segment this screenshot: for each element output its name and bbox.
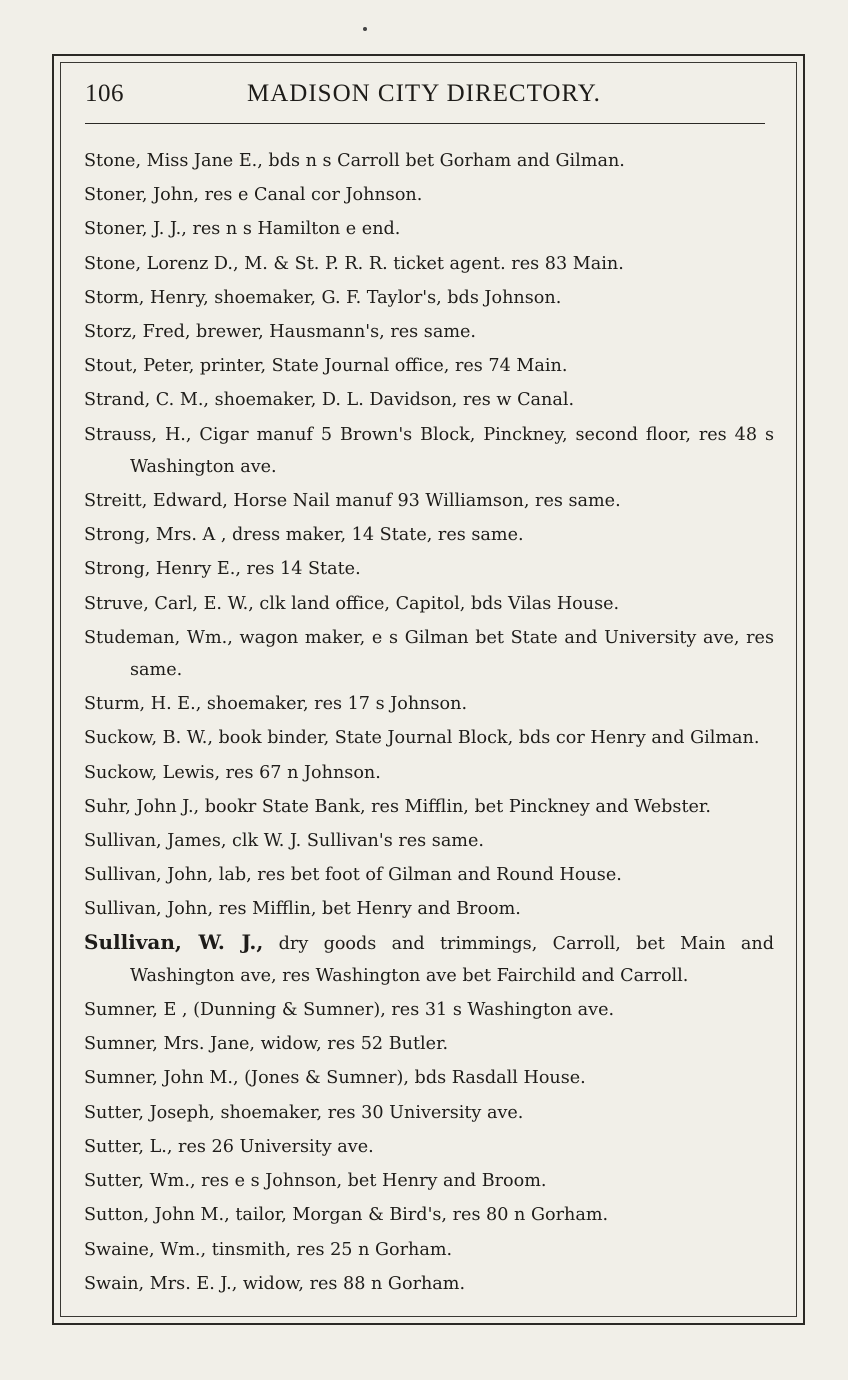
page-number: 106 [85, 80, 124, 107]
entry-text: Sullivan, John, res Mifflin, bet Henry and Broom. [84, 899, 521, 920]
directory-entry [84, 755, 774, 789]
entry-text: Stone, Lorenz D., M. & St. P. R. R. ticket agent. res 83 Main. [84, 253, 624, 274]
entry-text: Strong, Henry E., res 14 State. [84, 559, 361, 580]
directory-entry-featured [84, 926, 774, 992]
directory-entry [84, 348, 774, 382]
entry-text: Stoner, John, res e Canal cor Johnson. [84, 185, 423, 206]
entry-text: Strong, Mrs. A , dress maker, 14 State, res same. [84, 525, 524, 546]
entry-text: Swain, Mrs. E. J., widow, res 88 n Gorham. [84, 1273, 466, 1294]
entry-text: Sullivan, John, lab, res bet foot of Gilman and Round House. [84, 865, 622, 886]
directory-entry [84, 620, 774, 686]
entry-text: Swaine, Wm., tinsmith, res 25 n Gorham. [84, 1239, 453, 1260]
directory-entry [84, 789, 774, 823]
directory-entry [84, 891, 774, 925]
entry-text: Sutton, John M., tailor, Morgan & Bird's, res 80 n Gorham. [84, 1205, 609, 1226]
directory-entry [84, 1060, 774, 1094]
directory-entry [84, 857, 774, 891]
directory-entry [84, 382, 774, 416]
directory-entry [84, 211, 774, 245]
entry-text: Storz, Fred, brewer, Hausmann's, res same. [84, 322, 477, 343]
directory-entry [84, 992, 774, 1026]
entry-text: Studeman, Wm., wagon maker, e s Gilman bet State and University ave, res same. [84, 627, 774, 681]
entry-text: Strauss, H., Cigar manuf 5 Brown's Block, Pinckney, second floor, res 48 s Washington ave. [84, 424, 774, 477]
directory-entry [84, 280, 774, 314]
entry-text: Streitt, Edward, Horse Nail manuf 93 Williamson, res same. [84, 491, 621, 512]
directory-entry [84, 823, 774, 857]
directory-entry [84, 551, 774, 585]
entry-text: Suhr, John J., bookr State Bank, res Mifflin, bet Pinckney and Webster. [84, 796, 711, 817]
directory-entry [84, 1232, 774, 1266]
entry-text: Sutter, Joseph, shoemaker, res 30 University ave. [84, 1102, 524, 1123]
directory-entry [84, 517, 774, 551]
entry-text: Stone, Miss Jane E., bds n s Carroll bet Gorham and Gilman. [84, 151, 625, 171]
directory-entries [84, 143, 774, 1300]
directory-entry [84, 1129, 774, 1163]
entry-text: Sumner, E , (Dunning & Sumner), res 31 s Washington ave. [84, 1000, 615, 1021]
directory-entry [84, 1095, 774, 1129]
entry-text: Storm, Henry, shoemaker, G. F. Taylor's, bds Johnson. [84, 287, 562, 308]
entry-text: Suckow, B. W., book binder, State Journal Block, bds cor Henry and Gilman. [84, 728, 760, 749]
entry-text: Sturm, H. E., shoemaker, res 17 s Johnson. [84, 694, 468, 715]
header-rule [85, 123, 765, 124]
page-header [85, 80, 765, 112]
directory-entry [84, 1163, 774, 1197]
entry-text: dry goods and trimmings, Carroll, bet Main and Washington ave, res Washington ave bet Fairchild and Carroll. [130, 933, 774, 986]
directory-entry [84, 483, 774, 517]
entry-text: Sumner, Mrs. Jane, widow, res 52 Butler. [84, 1034, 449, 1055]
directory-entry [84, 417, 774, 483]
entry-text: Sutter, L., res 26 University ave. [84, 1136, 374, 1157]
directory-entry [84, 586, 774, 620]
entry-text: Stout, Peter, printer, State Journal office, res 74 Main. [84, 356, 568, 377]
directory-entry [84, 177, 774, 211]
entry-text: Sullivan, James, clk W. J. Sullivan's res same. [84, 831, 484, 852]
running-title: MADISON CITY DIRECTORY. [247, 80, 601, 107]
entry-name: Sullivan, W. J., [84, 929, 264, 954]
entry-text: Sutter, Wm., res e s Johnson, bet Henry and Broom. [84, 1171, 547, 1192]
entry-text: Suckow, Lewis, res 67 n Johnson. [84, 762, 381, 783]
directory-entry [84, 314, 774, 348]
entry-text: Strand, C. M., shoemaker, D. L. Davidson, res w Canal. [84, 390, 575, 411]
directory-entry [84, 1026, 774, 1060]
directory-entry [84, 686, 774, 720]
directory-entry [84, 143, 774, 177]
entry-text: Sumner, John M., (Jones & Sumner), bds Rasdall House. [84, 1068, 586, 1089]
ink-dot [363, 27, 367, 31]
entry-text: Stoner, J. J., res n s Hamilton e end. [84, 219, 401, 240]
directory-entry [84, 1266, 774, 1300]
directory-entry [84, 720, 774, 754]
directory-entry [84, 1197, 774, 1231]
entry-text: Struve, Carl, E. W., clk land office, Capitol, bds Vilas House. [84, 593, 620, 614]
directory-entry [84, 246, 774, 280]
